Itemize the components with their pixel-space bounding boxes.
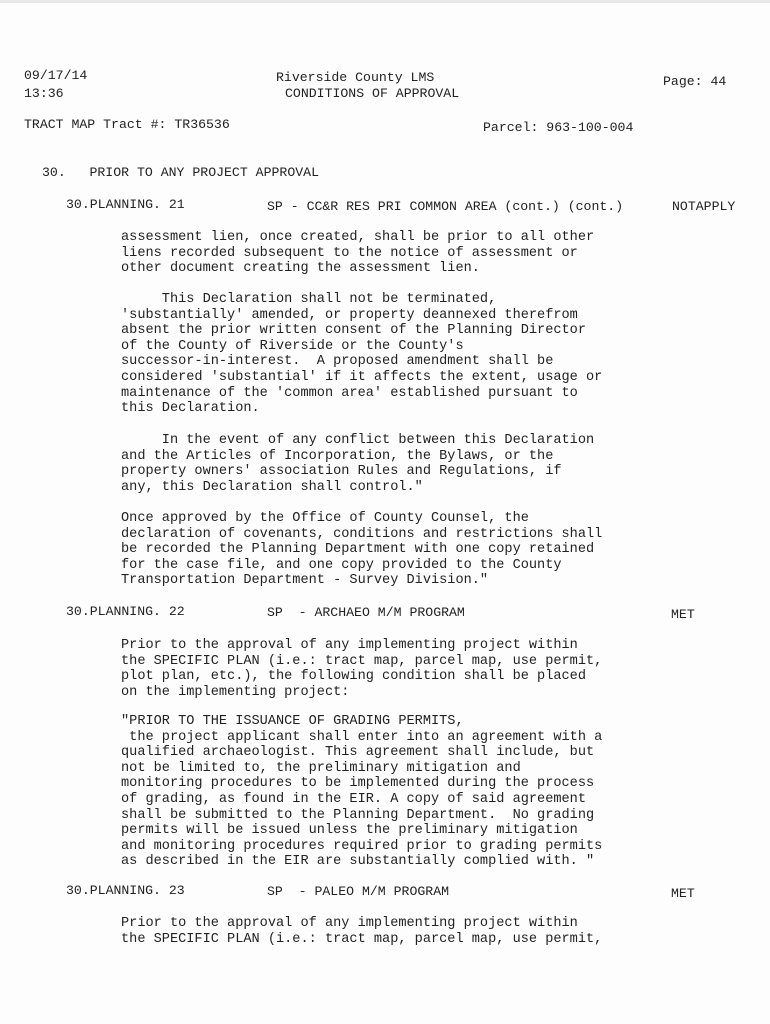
- text-line: shall be submitted to the Planning Department. No grading: [121, 807, 595, 823]
- condition-paragraph: [121, 714, 602, 870]
- section-heading: 30. PRIOR TO ANY PROJECT APPROVAL: [42, 165, 319, 180]
- condition-status: MET: [671, 607, 695, 622]
- print-date: 09/17/14: [24, 68, 88, 83]
- condition-paragraph: [121, 511, 602, 589]
- text-line: property owners' association Rules and Regulations, if: [121, 464, 562, 480]
- text-line: on the implementing project:: [121, 684, 350, 700]
- text-line: Transportation Department - Survey Division.": [121, 573, 489, 589]
- text-line: declaration of covenants, conditions and restrictions shall: [121, 526, 603, 542]
- report-subtitle: CONDITIONS OF APPROVAL: [285, 86, 460, 101]
- text-line: the SPECIFIC PLAN (i.e.: tract map, parcel map, use permit,: [121, 653, 603, 669]
- condition-status: MET: [671, 886, 695, 901]
- text-line: This Declaration shall not be terminated,: [121, 292, 497, 307]
- text-line: Prior to the approval of any implementing project within: [121, 916, 578, 931]
- text-line: the SPECIFIC PLAN (i.e.: tract map, parcel map, use permit,: [121, 931, 603, 947]
- text-line: any, this Declaration shall control.": [121, 479, 423, 495]
- text-line: and the Articles of Incorporation, the Bylaws, or the: [121, 448, 554, 464]
- text-line: absent the prior written consent of the Planning Director: [121, 323, 586, 339]
- text-line: Prior to the approval of any implementing project within: [121, 638, 578, 653]
- condition-status: NOTAPPLY: [672, 199, 736, 214]
- text-line: and monitoring procedures required prior to grading permits: [121, 838, 603, 854]
- condition-title: SP - PALEO M/M PROGRAM: [267, 884, 450, 899]
- text-line: maintenance of the 'common area' established pursuant to: [121, 385, 578, 401]
- text-line: not be limited to, the preliminary mitigation and: [121, 760, 521, 776]
- condition-id: 30.PLANNING. 22: [66, 604, 185, 619]
- report-title: Riverside County LMS: [276, 70, 435, 85]
- text-line: be recorded the Planning Department with one copy retained: [121, 542, 595, 558]
- condition-id: 30.PLANNING. 23: [66, 883, 185, 898]
- text-line: qualified archaeologist. This agreement shall include, but: [121, 745, 595, 761]
- text-line: of the County of Riverside or the County's: [121, 338, 464, 354]
- text-line: assessment lien, once created, shall be prior to all other: [121, 230, 595, 245]
- parcel-number: Parcel: 963-100-004: [483, 120, 634, 135]
- text-line: other document creating the assessment lien.: [121, 261, 480, 277]
- text-line: the project applicant shall enter into an agreement with a: [121, 729, 603, 745]
- text-line: monitoring procedures to be implemented during the process: [121, 776, 595, 792]
- tract-number: TRACT MAP Tract #: TR36536: [24, 117, 230, 132]
- text-line: "PRIOR TO THE ISSUANCE OF GRADING PERMITS,: [121, 714, 464, 729]
- text-line: considered 'substantial' if it affects the extent, usage or: [121, 369, 603, 385]
- text-line: successor-in-interest. A proposed amendment shall be: [121, 354, 554, 370]
- text-line: In the event of any conflict between this Declaration: [121, 433, 595, 448]
- condition-paragraph: [121, 433, 594, 495]
- text-line: as described in the EIR are substantially complied with. ": [121, 854, 595, 870]
- text-line: 'substantially' amended, or property deannexed therefrom: [121, 307, 578, 323]
- condition-paragraph: [121, 638, 602, 700]
- text-line: permits will be issued unless the preliminary mitigation: [121, 823, 578, 839]
- text-line: liens recorded subsequent to the notice of assessment or: [121, 245, 578, 261]
- text-line: of grading, as found in the EIR. A copy of said agreement: [121, 791, 586, 807]
- condition-title: SP - ARCHAEO M/M PROGRAM: [267, 605, 465, 620]
- condition-paragraph: [121, 916, 602, 947]
- scan-edge: [0, 0, 770, 3]
- condition-title: SP - CC&R RES PRI COMMON AREA (cont.) (cont.): [267, 199, 624, 214]
- text-line: for the case file, and one copy provided to the County: [121, 557, 562, 573]
- text-line: Once approved by the Office of County Counsel, the: [121, 511, 529, 526]
- condition-id: 30.PLANNING. 21: [66, 197, 185, 212]
- text-line: this Declaration.: [121, 401, 260, 417]
- text-line: plot plan, etc.), the following condition shall be placed: [121, 669, 586, 685]
- page-number: Page: 44: [663, 74, 727, 89]
- print-time: 13:36: [24, 86, 64, 101]
- condition-paragraph: [121, 230, 594, 277]
- condition-paragraph: [121, 292, 602, 417]
